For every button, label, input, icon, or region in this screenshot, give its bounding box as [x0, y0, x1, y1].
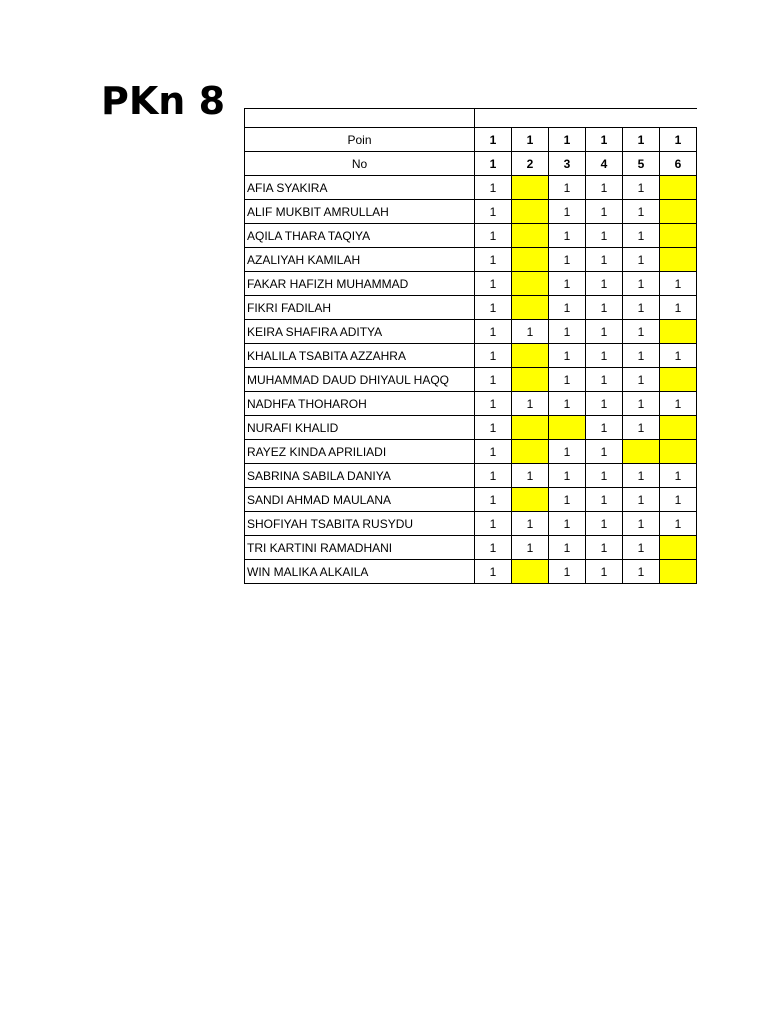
score-cell[interactable]: 1 [586, 344, 623, 368]
score-cell[interactable]: 1 [586, 416, 623, 440]
score-cell[interactable] [660, 536, 697, 560]
score-cell[interactable] [512, 488, 549, 512]
table-row [245, 488, 697, 512]
score-cell[interactable]: 1 [549, 224, 586, 248]
score-cell[interactable]: 1 [549, 272, 586, 296]
score-cell[interactable]: 1 [623, 416, 660, 440]
score-cell[interactable]: 1 [586, 512, 623, 536]
grade-table [244, 108, 697, 584]
score-cell[interactable]: 1 [623, 344, 660, 368]
table-row [245, 296, 697, 320]
score-cell[interactable]: 1 [512, 512, 549, 536]
score-cell[interactable]: 1 [623, 320, 660, 344]
score-cell[interactable]: 1 [586, 272, 623, 296]
table-row [245, 392, 697, 416]
top-right-cell [475, 109, 697, 128]
score-cell[interactable] [660, 320, 697, 344]
score-cell[interactable]: 1 [623, 296, 660, 320]
student-name-cell[interactable]: KHALILA TSABITA AZZAHRA [245, 344, 475, 368]
score-cell[interactable]: 1 [586, 320, 623, 344]
score-cell[interactable] [660, 176, 697, 200]
score-cell[interactable]: 1 [549, 536, 586, 560]
poin-value[interactable]: 1 [660, 128, 697, 152]
score-cell[interactable] [512, 176, 549, 200]
score-cell[interactable] [549, 416, 586, 440]
student-name-cell[interactable]: FAKAR HAFIZH MUHAMMAD [245, 272, 475, 296]
table-row [245, 248, 697, 272]
score-cell[interactable]: 1 [475, 392, 512, 416]
score-cell[interactable]: 1 [549, 440, 586, 464]
table-row [245, 440, 697, 464]
score-cell[interactable] [660, 416, 697, 440]
score-cell[interactable]: 1 [475, 248, 512, 272]
score-cell[interactable]: 1 [623, 224, 660, 248]
score-cell[interactable] [660, 560, 697, 584]
table-top-row [245, 109, 697, 128]
score-cell[interactable]: 1 [549, 488, 586, 512]
score-cell[interactable] [512, 200, 549, 224]
student-name-cell[interactable]: AFIA SYAKIRA [245, 176, 475, 200]
score-cell[interactable]: 1 [475, 176, 512, 200]
poin-value[interactable]: 1 [586, 128, 623, 152]
question-number[interactable]: 2 [512, 152, 549, 176]
score-cell[interactable]: 1 [512, 464, 549, 488]
page-title: PKn 8 [101, 79, 226, 123]
score-cell[interactable]: 1 [660, 272, 697, 296]
score-cell[interactable]: 1 [623, 560, 660, 584]
score-cell[interactable]: 1 [623, 272, 660, 296]
score-cell[interactable]: 1 [549, 392, 586, 416]
score-cell[interactable]: 1 [586, 224, 623, 248]
student-name-cell[interactable]: ALIF MUKBIT AMRULLAH [245, 200, 475, 224]
score-cell[interactable]: 1 [586, 200, 623, 224]
score-cell[interactable]: 1 [475, 224, 512, 248]
student-name-cell[interactable]: AQILA THARA TAQIYA [245, 224, 475, 248]
score-cell[interactable]: 1 [586, 440, 623, 464]
top-left-cell [245, 109, 475, 128]
score-cell[interactable]: 1 [586, 560, 623, 584]
table-row [245, 536, 697, 560]
poin-value[interactable]: 1 [549, 128, 586, 152]
question-number[interactable]: 4 [586, 152, 623, 176]
score-cell[interactable]: 1 [475, 200, 512, 224]
table-row [245, 416, 697, 440]
score-cell[interactable]: 1 [475, 464, 512, 488]
poin-value[interactable]: 1 [623, 128, 660, 152]
score-cell[interactable]: 1 [660, 464, 697, 488]
student-name-cell[interactable]: AZALIYAH KAMILAH [245, 248, 475, 272]
score-cell[interactable] [512, 296, 549, 320]
score-cell[interactable]: 1 [549, 296, 586, 320]
score-cell[interactable]: 1 [549, 320, 586, 344]
no-row [245, 152, 697, 176]
poin-value[interactable]: 1 [512, 128, 549, 152]
score-cell[interactable] [512, 272, 549, 296]
student-name-cell[interactable]: RAYEZ KINDA APRILIADI [245, 440, 475, 464]
score-cell[interactable]: 1 [660, 488, 697, 512]
score-cell[interactable]: 1 [549, 200, 586, 224]
score-cell[interactable]: 1 [660, 344, 697, 368]
student-name-cell[interactable]: KEIRA SHAFIRA ADITYA [245, 320, 475, 344]
student-name-cell[interactable]: TRI KARTINI RAMADHANI [245, 536, 475, 560]
question-number[interactable]: 6 [660, 152, 697, 176]
score-cell[interactable]: 1 [623, 536, 660, 560]
score-cell[interactable]: 1 [623, 176, 660, 200]
table-row [245, 176, 697, 200]
score-cell[interactable]: 1 [475, 560, 512, 584]
score-cell[interactable]: 1 [475, 416, 512, 440]
score-cell[interactable]: 1 [549, 176, 586, 200]
score-cell[interactable]: 1 [660, 512, 697, 536]
score-cell[interactable] [512, 368, 549, 392]
score-cell[interactable] [660, 440, 697, 464]
score-cell[interactable]: 1 [549, 464, 586, 488]
table-row [245, 200, 697, 224]
score-cell[interactable]: 1 [475, 512, 512, 536]
table-row [245, 344, 697, 368]
score-cell[interactable]: 1 [623, 392, 660, 416]
student-name-cell[interactable]: SANDI AHMAD MAULANA [245, 488, 475, 512]
score-cell[interactable]: 1 [586, 392, 623, 416]
score-cell[interactable]: 1 [660, 392, 697, 416]
score-cell[interactable]: 1 [586, 176, 623, 200]
score-cell[interactable]: 1 [660, 296, 697, 320]
score-cell[interactable]: 1 [475, 296, 512, 320]
poin-label: Poin [245, 128, 475, 152]
score-cell[interactable]: 1 [586, 368, 623, 392]
student-name-cell[interactable]: NURAFI KHALID [245, 416, 475, 440]
question-number[interactable]: 3 [549, 152, 586, 176]
score-cell[interactable]: 1 [549, 344, 586, 368]
score-cell[interactable]: 1 [512, 320, 549, 344]
score-cell[interactable]: 1 [475, 368, 512, 392]
poin-value[interactable]: 1 [475, 128, 512, 152]
no-label: No [245, 152, 475, 176]
score-cell[interactable] [512, 416, 549, 440]
score-cell[interactable] [512, 560, 549, 584]
table-row [245, 512, 697, 536]
poin-row [245, 128, 697, 152]
score-cell[interactable] [512, 440, 549, 464]
score-cell[interactable]: 1 [623, 512, 660, 536]
score-cell[interactable]: 1 [512, 392, 549, 416]
score-cell[interactable]: 1 [586, 296, 623, 320]
score-cell[interactable]: 1 [475, 488, 512, 512]
table-row [245, 320, 697, 344]
table-row [245, 368, 697, 392]
student-name-cell[interactable]: FIKRI FADILAH [245, 296, 475, 320]
student-name-cell[interactable]: NADHFA THOHAROH [245, 392, 475, 416]
score-cell[interactable] [512, 224, 549, 248]
table-row [245, 224, 697, 248]
score-cell[interactable] [660, 248, 697, 272]
student-name-cell[interactable]: SABRINA SABILA DANIYA [245, 464, 475, 488]
score-cell[interactable]: 1 [512, 536, 549, 560]
score-cell[interactable] [660, 224, 697, 248]
student-name-cell[interactable]: WIN MALIKA ALKAILA [245, 560, 475, 584]
score-cell[interactable]: 1 [586, 536, 623, 560]
score-cell[interactable]: 1 [475, 440, 512, 464]
table-row [245, 272, 697, 296]
score-cell[interactable]: 1 [586, 464, 623, 488]
table-row [245, 464, 697, 488]
score-cell[interactable]: 1 [586, 488, 623, 512]
score-cell[interactable]: 1 [475, 344, 512, 368]
score-cell[interactable] [512, 248, 549, 272]
score-cell[interactable]: 1 [623, 464, 660, 488]
score-cell[interactable] [623, 440, 660, 464]
score-cell[interactable]: 1 [475, 536, 512, 560]
score-cell[interactable]: 1 [623, 200, 660, 224]
score-cell[interactable]: 1 [549, 560, 586, 584]
score-cell[interactable]: 1 [623, 368, 660, 392]
score-cell[interactable]: 1 [475, 320, 512, 344]
score-cell[interactable]: 1 [586, 248, 623, 272]
score-cell[interactable] [512, 344, 549, 368]
student-name-cell[interactable]: SHOFIYAH TSABITA RUSYDU [245, 512, 475, 536]
score-cell[interactable]: 1 [549, 248, 586, 272]
table-row [245, 560, 697, 584]
score-cell[interactable]: 1 [549, 512, 586, 536]
score-cell[interactable]: 1 [623, 488, 660, 512]
score-cell[interactable]: 1 [549, 368, 586, 392]
score-cell[interactable] [660, 368, 697, 392]
score-cell[interactable]: 1 [623, 248, 660, 272]
student-name-cell[interactable]: MUHAMMAD DAUD DHIYAUL HAQQ [245, 368, 475, 392]
score-cell[interactable]: 1 [475, 272, 512, 296]
score-cell[interactable] [660, 200, 697, 224]
question-number[interactable]: 5 [623, 152, 660, 176]
question-number[interactable]: 1 [475, 152, 512, 176]
